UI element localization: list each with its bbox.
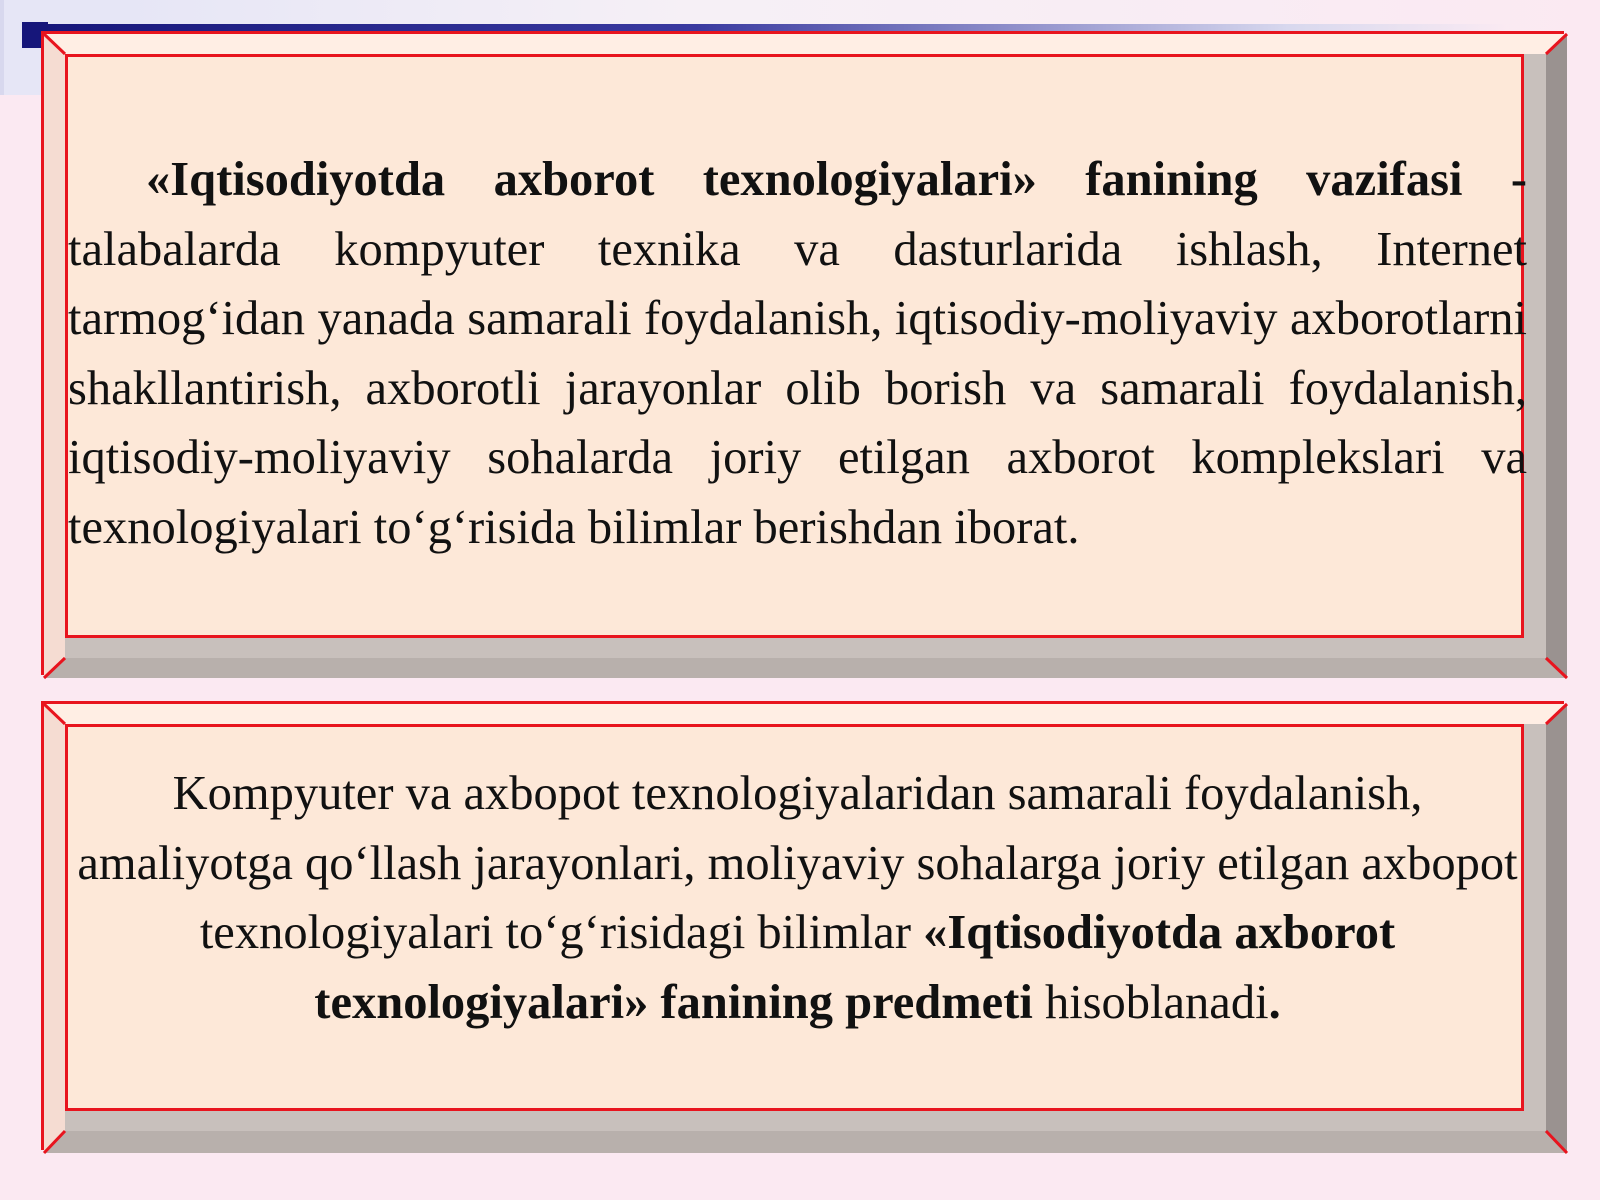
vazifa-body-text: talabalarda kompyuter texnika va dasturlarida ishlash, Internet tarmog‘idan yanada samarali foydalanish, iqtisodiy-moliyaviy axborotlarni shakllantirish, axborotli jarayonlar olib borish va samarali foydalanish, iqtisodiy-moliyaviy sohalarda joriy etilgan axborot komplekslari va texnologiyalari to‘g‘risida bilimlar berishdan iborat.: [68, 222, 1527, 554]
predmet-course-title: «Iqtisodiyotda axborot texnologiyalari» fanining predmeti: [314, 906, 1396, 1029]
vazifa-paragraph: [68, 145, 1527, 563]
vazifa-text-area: [65, 54, 1527, 638]
header-left-accent: [0, 0, 4, 95]
vazifa-dash: -: [1510, 153, 1527, 206]
predmet-body-start: Kompyuter va axbopot texnologiyalaridan samarali foydalanish, amaliyotga qo‘llash jarayonlari, moliyaviy sohalarga joriy etilgan axbopot texnologiyalari to‘g‘risidagi bilimlar: [77, 767, 1518, 960]
vazifa-textbox: [41, 31, 1564, 675]
vazifa-label: fanining vazifasi: [1085, 153, 1463, 206]
predmet-final-period: .: [1268, 975, 1281, 1029]
vazifa-course-title: «Iqtisodiyotda axborot texnologiyalari»: [146, 153, 1037, 206]
predmet-paragraph: [68, 759, 1527, 1037]
predmet-textbox: [41, 701, 1564, 1150]
predmet-text-area: [65, 724, 1524, 1111]
predmet-body-end: hisoblanadi: [1044, 975, 1269, 1029]
